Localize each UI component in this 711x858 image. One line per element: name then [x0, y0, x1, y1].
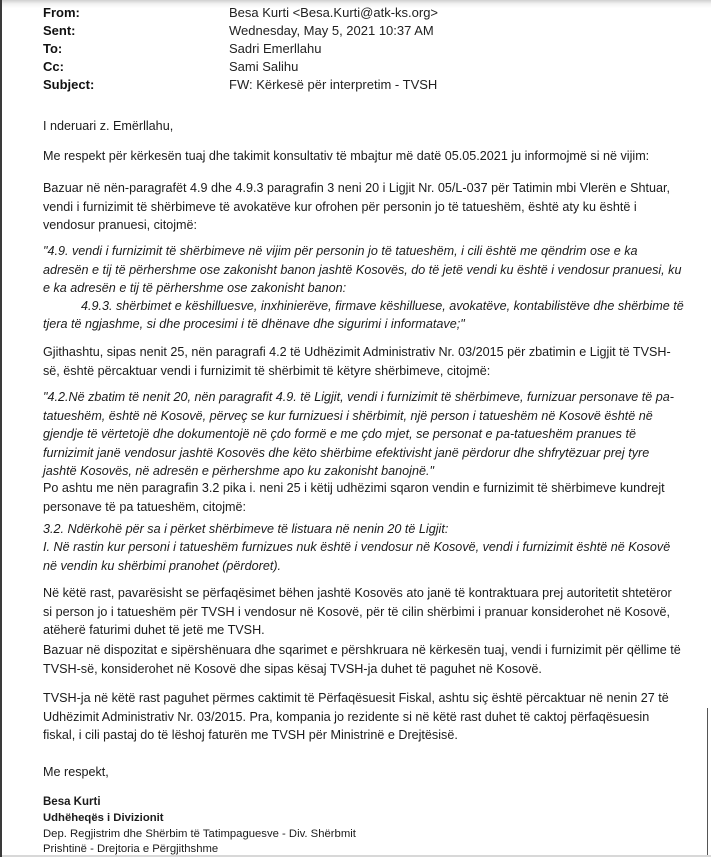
cc-value: Sami Salihu	[229, 58, 299, 74]
paragraph-legal-basis: Bazuar në nën-paragrafët 4.9 dhe 4.9.3 paragrafin 3 neni 20 i Ligjit Nr. 05/L-037 për Tatimin mbi Vlerën e Shtuar, vendi i furnizimit të shërbimeve të avokatëve kur ofrohen për personin jo të tatueshëm, është aty ku është i vendosur pranuesi, citojmë:	[43, 181, 671, 232]
signature-department: Dep. Regjistrim dhe Shërbim të Tatimpaguesve - Div. Shërbmit	[43, 828, 356, 840]
sent-row	[43, 21, 683, 39]
quote-3-2-heading: 3.2. Ndërkohë për sa i përket shërbimeve të listuara në nenin 20 të Ligjit:	[43, 522, 449, 536]
sent-value: Wednesday, May 5, 2021 10:37 AM	[229, 22, 434, 38]
cc-row	[43, 57, 683, 75]
quote-article-4-9-3-a: 4.9.3. shërbimet e këshilluesve, inxhinierëve, firmave këshilluese, avokatëve, kontabilistëve dhe shërbime të	[81, 299, 684, 313]
cc-label: Cc:	[43, 58, 64, 74]
paragraph-conclusion: Bazuar në dispozitat e sipërshënuara dhe sqarimet e përshkruara në kërkesën tuaj, vendi i furnizimit për qëllime të TVSH-së, konsiderohet në Kosovë dhe sipas kësaj TVSH-ja duhet të paguhet në Kosovë.	[43, 643, 681, 676]
closing: Me respekt,	[43, 765, 109, 779]
page-edge-right	[707, 708, 708, 855]
intro-paragraph: Me respekt për kërkesën tuaj dhe takimit konsultativ të mbajtur më datë 05.05.2021 ju informojmë si në vijim:	[43, 149, 650, 163]
subject-value: FW: Kërkesë për interpretim - TVSH	[229, 76, 438, 92]
quote-article-4-2: "4.2.Në zbatim të nenit 20, nën paragrafit 4.9. të Ligjit, vendi i furnizimit të shërbimeve, furnizuar personave të pa-tatueshëm, është në Kosovë, përveç se kur furnizuesi i shërbimit, një person i tatueshëm në Kosovë është në gjendje të vërtetojë dhe dokumentojë në çdo formë e me çdo mjet, se personat e pa-tatueshëm pranues të furnizimit janë vendosur jashtë Kosovës dhe këto shërbime efektivisht janë përdorur dhe shfrytëzuar prej tyre jashtë Kosovës, në adresën e përhershme apo ku zakonisht banojnë."	[43, 390, 674, 478]
from-row	[43, 3, 683, 21]
paragraph-fiscal-representative: TVSH-ja në këtë rast paguhet përmes caktimit të Përfaqësuesit Fiskal, ashtu siç është përcaktuar në nenin 27 të Udhëzimit Administrativ Nr. 03/2015. Pra, kompania jo rezidente si në këtë rast duhet të caktoj përfaqësuesin fiskal, i cili pastaj do të lëshoj faturën me TVSH për Ministrinë e Drejtësisë.	[43, 691, 669, 742]
subject-label: Subject:	[43, 76, 95, 92]
paragraph-point-3-2: Po ashtu me nën paragrafin 3.2 pika i. neni 25 i këtij udhëzimi sqaron vendin e furnizimit të shërbimeve kundrejt personave të pa tatueshëm, citojmë:	[43, 481, 665, 514]
signature-name: Besa Kurti	[43, 796, 101, 808]
signature-location: Prishtinë - Drejtoria e Përgjithshme	[43, 843, 219, 855]
quote-article-4-9-3-b: tjera të ngjashme, si dhe procesimi i të dhënave dhe sigurimi i informatave;"	[43, 317, 465, 331]
paragraph-admin-instruction: Gjithashtu, sipas nenit 25, nën paragrafi 4.2 të Udhëzimit Administrativ Nr. 03/2015 për zbatimin e Ligjit të TVSH-së, është përcaktuar vendi i furnizimit të shërbimit të këtyre shërbimeve, citojmë:	[43, 345, 671, 378]
sent-label: Sent:	[43, 22, 76, 38]
to-value: Sadri Emerllahu	[229, 40, 322, 56]
paragraph-representation: Në këtë rast, pavarësisht se përfaqësimet bëhen jashtë Kosovës ato janë të kontraktuara prej autoritetit shtetëror si person jo i tatueshëm për TVSH i vendosur në Kosovë, për të cilin shërbimi i pranuar konsiderohet në Kosovë, atëherë faturimi duhet të jetë me TVSH.	[43, 586, 672, 637]
to-label: To:	[43, 40, 63, 56]
quote-article-4-9: "4.9. vendi i furnizimit të shërbimeve në vijim për personin jo të tatueshëm, i cili është me qëndrim ose e ka adresën e tij të përhershme ose zakonisht banon jashtë Kosovës, do të jetë vendi ku është i vendosur pranuesi, ku e ka adresën e tij të përhershme ose zakonisht banon:	[43, 244, 682, 295]
subject-row	[43, 75, 683, 93]
greeting: I nderuari z. Emërllahu,	[43, 119, 174, 133]
to-row	[43, 39, 683, 57]
email-header	[43, 3, 683, 93]
from-value: Besa Kurti <Besa.Kurti@atk-ks.org>	[229, 4, 439, 20]
quote-3-2-point-i: I. Në rastin kur personi i tatueshëm furnizues nuk është i vendosur në Kosovë, vendi i furnizimit është në Kosovë në vendin ku shërbimi pranohet (përdoret).	[43, 540, 671, 573]
from-label: From:	[43, 4, 80, 20]
signature-title: Udhëheqës i Divizionit	[43, 812, 164, 824]
